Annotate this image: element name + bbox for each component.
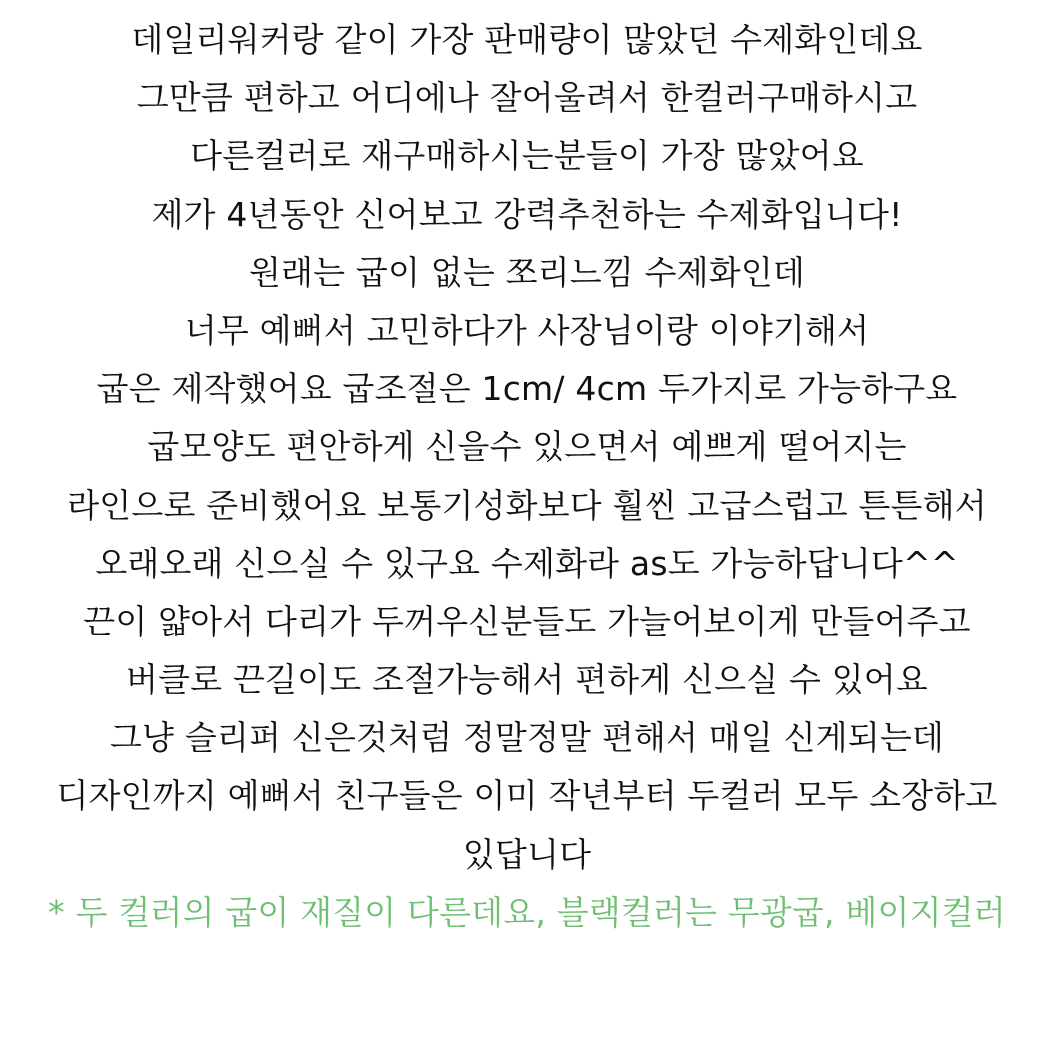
description-line: 그냥 슬리퍼 신은것처럼 정말정말 편해서 매일 신게되는데 [109,718,944,758]
heel-material-note: * 두 컬러의 굽이 재질이 다른데요, 블랙컬러는 무광굽, 베이지컬러 [48,892,1006,932]
description-line: 버클로 끈길이도 조절가능해서 편하게 신으실 수 있어요 [126,660,928,700]
description-line: 너무 예뻐서 고민하다가 사장님이랑 이야기해서 [184,310,870,350]
description-line: 데일리워커랑 같이 가장 판매량이 많았던 수제화인데요 [131,20,923,59]
description-line: 디자인까지 예뻐서 친구들은 이미 작년부터 두컬러 모두 소장하고 [56,776,998,816]
description-line: 라인으로 준비했어요 보통기성화보다 훨씬 고급스럽고 튼튼해서 [67,485,987,525]
description-line: 끈이 얇아서 다리가 두꺼우신분들도 가늘어보이게 만들어주고 [83,601,971,641]
description-line: 제가 4년동안 신어보고 강력추천하는 수제화입니다! [151,194,903,234]
description-line: 원래는 굽이 없는 쪼리느낌 수제화인데 [248,252,805,292]
description-line: 굽은 제작했어요 굽조절은 1cm/ 4cm 두가지로 가능하구요 [96,369,958,409]
product-description [0,11,1054,942]
description-line: 오래오래 신으실 수 있구요 수제화라 as도 가능하답니다^^ [95,543,959,583]
description-line: 있답니다 [462,834,592,874]
description-line: 굽모양도 편안하게 신을수 있으면서 예쁘게 떨어지는 [147,427,907,467]
description-line: 다른컬러로 재구매하시는분들이 가장 많았어요 [190,136,864,176]
description-line: 그만큼 편하고 어디에나 잘어울려서 한컬러구매하시고 [136,78,918,118]
